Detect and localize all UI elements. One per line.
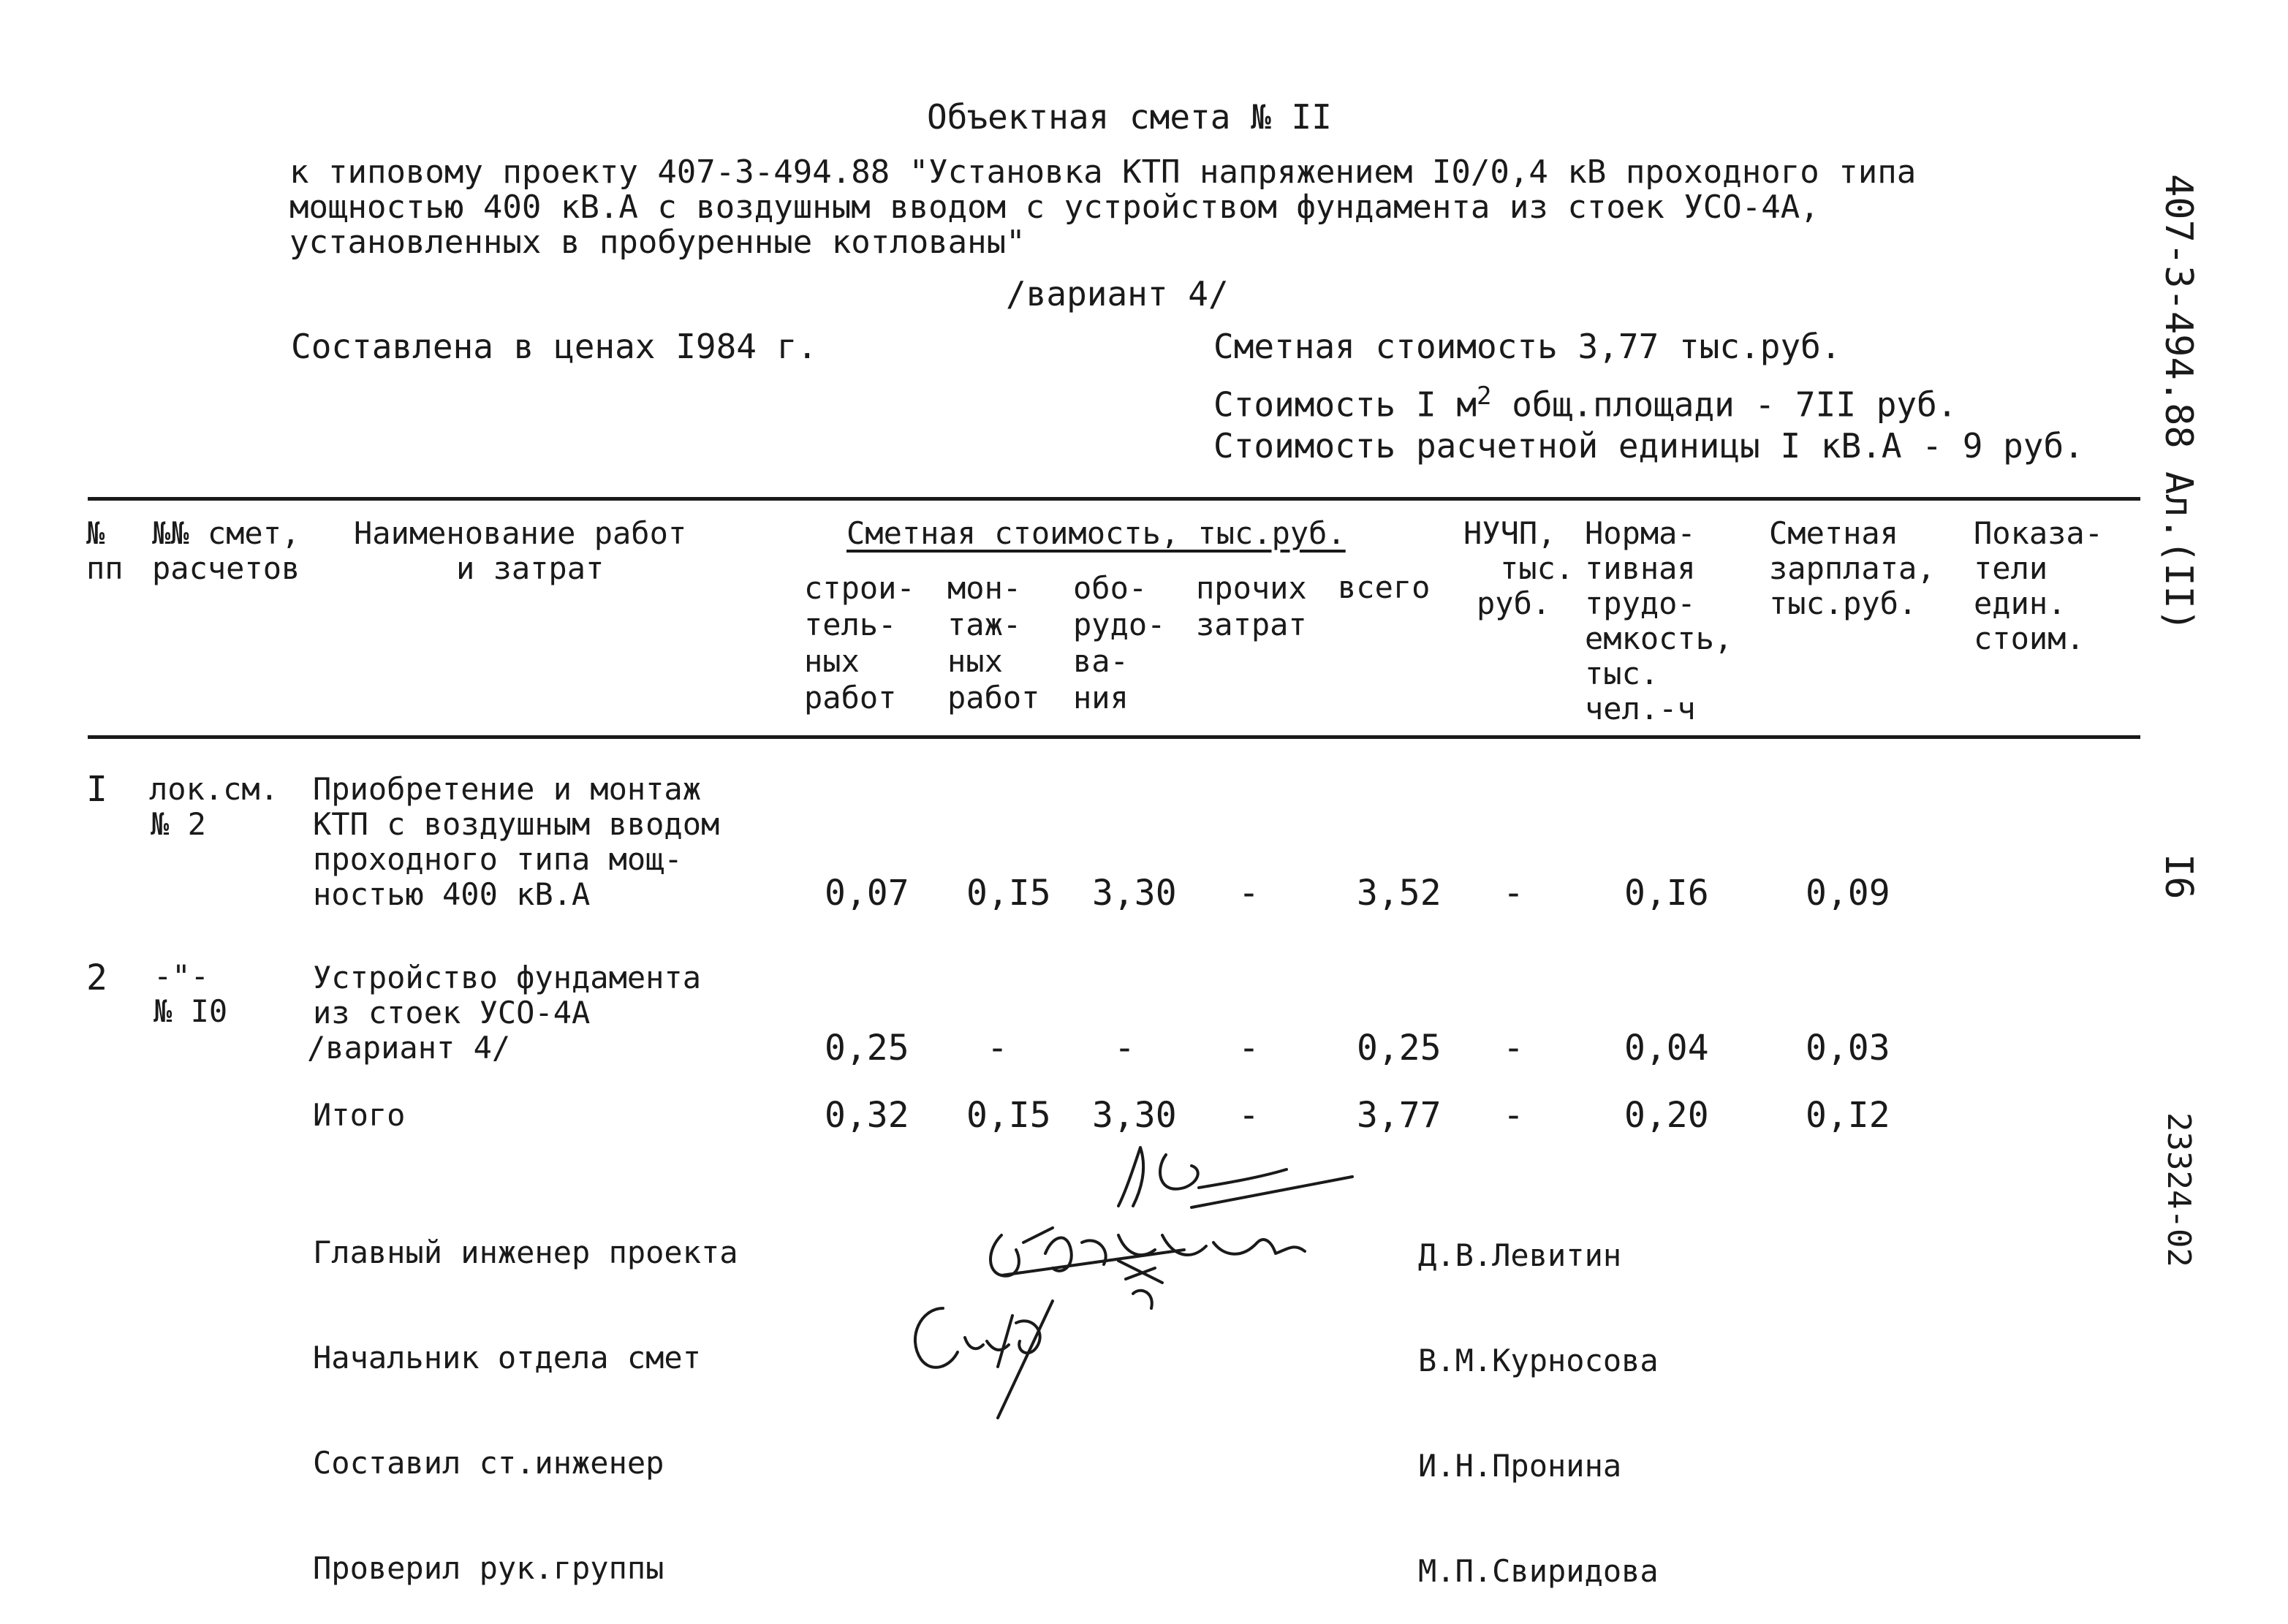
row-no: 2 xyxy=(86,957,107,998)
row-labor: 0,04 xyxy=(1624,1028,1709,1069)
signature-role: Проверил рук.группы xyxy=(313,1550,664,1586)
header-nuchp: НУЧП, тыс. руб. xyxy=(1463,515,1575,621)
row-nuchp: - xyxy=(1503,873,1524,914)
total-installation: 0,I5 xyxy=(966,1095,1051,1136)
row-installation: 0,I5 xyxy=(966,873,1051,914)
header-other: прочих затрат xyxy=(1196,570,1307,642)
total-total: 3,77 xyxy=(1357,1095,1442,1136)
row-equipment: - xyxy=(1114,1028,1135,1069)
header-construction: строи- тель- ных работ xyxy=(804,570,915,716)
total-other: - xyxy=(1238,1095,1259,1136)
total-equipment: 3,30 xyxy=(1092,1095,1177,1136)
document-title: Объектная смета № II xyxy=(927,97,1332,137)
header-name: Наименование работ и затрат xyxy=(354,515,687,586)
project-description-line-3: установленных в пробуренные котлованы" xyxy=(289,224,1026,261)
cost-per-m2-superscript: 2 xyxy=(1477,382,1492,411)
price-level: Составлена в ценах I984 г. xyxy=(291,327,818,366)
table-top-rule xyxy=(88,497,2140,501)
header-no: № пп xyxy=(86,515,124,586)
total-nuchp: - xyxy=(1503,1095,1524,1136)
header-cost-group: Сметная стоимость, тыс.руб. xyxy=(846,515,1346,551)
cost-per-unit: Стоимость расчетной единицы I кВ.А - 9 руб. xyxy=(1213,426,2084,466)
signature-name: М.П.Свиридова xyxy=(1418,1553,1659,1589)
signature-roles xyxy=(313,1165,738,1621)
row-nuchp: - xyxy=(1503,1028,1524,1069)
signature-name: Д.В.Левитин xyxy=(1418,1237,1622,1273)
project-description-line-2: мощностью 400 кВ.А с воздушным вводом с устройством фундамента из стоек УСО-4А, xyxy=(289,189,1819,226)
variant-label: /вариант 4/ xyxy=(1006,274,1229,314)
header-total: всего xyxy=(1338,569,1431,605)
header-indicators: Показа- тели един. стоим. xyxy=(1974,515,2104,656)
row-equipment: 3,30 xyxy=(1092,873,1177,914)
header-labor: Норма- тивная трудо- емкость, тыс. чел.-ч xyxy=(1585,515,1733,726)
row-other: - xyxy=(1238,1028,1259,1069)
signature-role: Главный инженер проекта xyxy=(313,1234,738,1270)
row-name: Устройство фундамента из стоек УСО-4А /вариант 4/ xyxy=(307,960,702,1066)
row-salary: 0,09 xyxy=(1806,873,1890,914)
page-number: I6 xyxy=(2156,854,2200,900)
row-total: 3,52 xyxy=(1357,873,1442,914)
signature-name: И.Н.Пронина xyxy=(1418,1448,1622,1484)
row-labor: 0,I6 xyxy=(1624,873,1709,914)
header-equipment: обо- рудо- ва- ния xyxy=(1073,570,1166,716)
row-construction: 0,07 xyxy=(825,873,909,914)
row-calc: лок.см. № 2 xyxy=(149,771,279,842)
row-construction: 0,25 xyxy=(825,1028,909,1069)
handwritten-signatures xyxy=(877,1126,1447,1433)
archive-number: 23324-02 xyxy=(2160,1112,2197,1267)
header-calc: №№ смет, расчетов xyxy=(152,515,300,586)
total-salary: 0,I2 xyxy=(1806,1095,1890,1136)
cost-per-square-meter xyxy=(1213,379,1958,425)
total-construction: 0,32 xyxy=(825,1095,909,1136)
row-no: I xyxy=(86,769,107,810)
total-labor: 0,20 xyxy=(1624,1095,1709,1136)
table-header-bottom-rule xyxy=(88,735,2140,739)
row-name: Приобретение и монтаж КТП с воздушным вводом проходного типа мощ- ностью 400 кВ.А xyxy=(313,771,720,912)
row-total: 0,25 xyxy=(1357,1028,1442,1069)
row-installation: - xyxy=(987,1028,1008,1069)
signature-name: В.М.Курносова xyxy=(1418,1343,1659,1378)
header-salary: Сметная зарплата, тыс.руб. xyxy=(1769,515,1936,621)
row-calc: -"- № I0 xyxy=(154,958,228,1029)
project-description-line-1: к типовому проекту 407-3-494.88 "Установка КТП напряжением I0/0,4 кВ проходного типа xyxy=(289,153,1917,191)
total-label: Итого xyxy=(313,1097,406,1133)
row-salary: 0,03 xyxy=(1806,1028,1890,1069)
signature-names xyxy=(1418,1168,1659,1624)
cost-per-m2-suffix: общ.площади - 7II руб. xyxy=(1491,384,1958,425)
header-installation: мон- таж- ных работ xyxy=(947,570,1040,716)
row-other: - xyxy=(1238,873,1259,914)
signature-role: Начальник отдела смет xyxy=(313,1340,702,1376)
signature-role: Составил ст.инженер xyxy=(313,1445,664,1481)
estimated-cost: Сметная стоимость 3,77 тыс.руб. xyxy=(1213,327,1841,366)
doc-code-margin: 407-3-494.88 Ал.(II) xyxy=(2156,174,2200,632)
cost-per-m2-prefix: Стоимость I м xyxy=(1213,384,1477,425)
